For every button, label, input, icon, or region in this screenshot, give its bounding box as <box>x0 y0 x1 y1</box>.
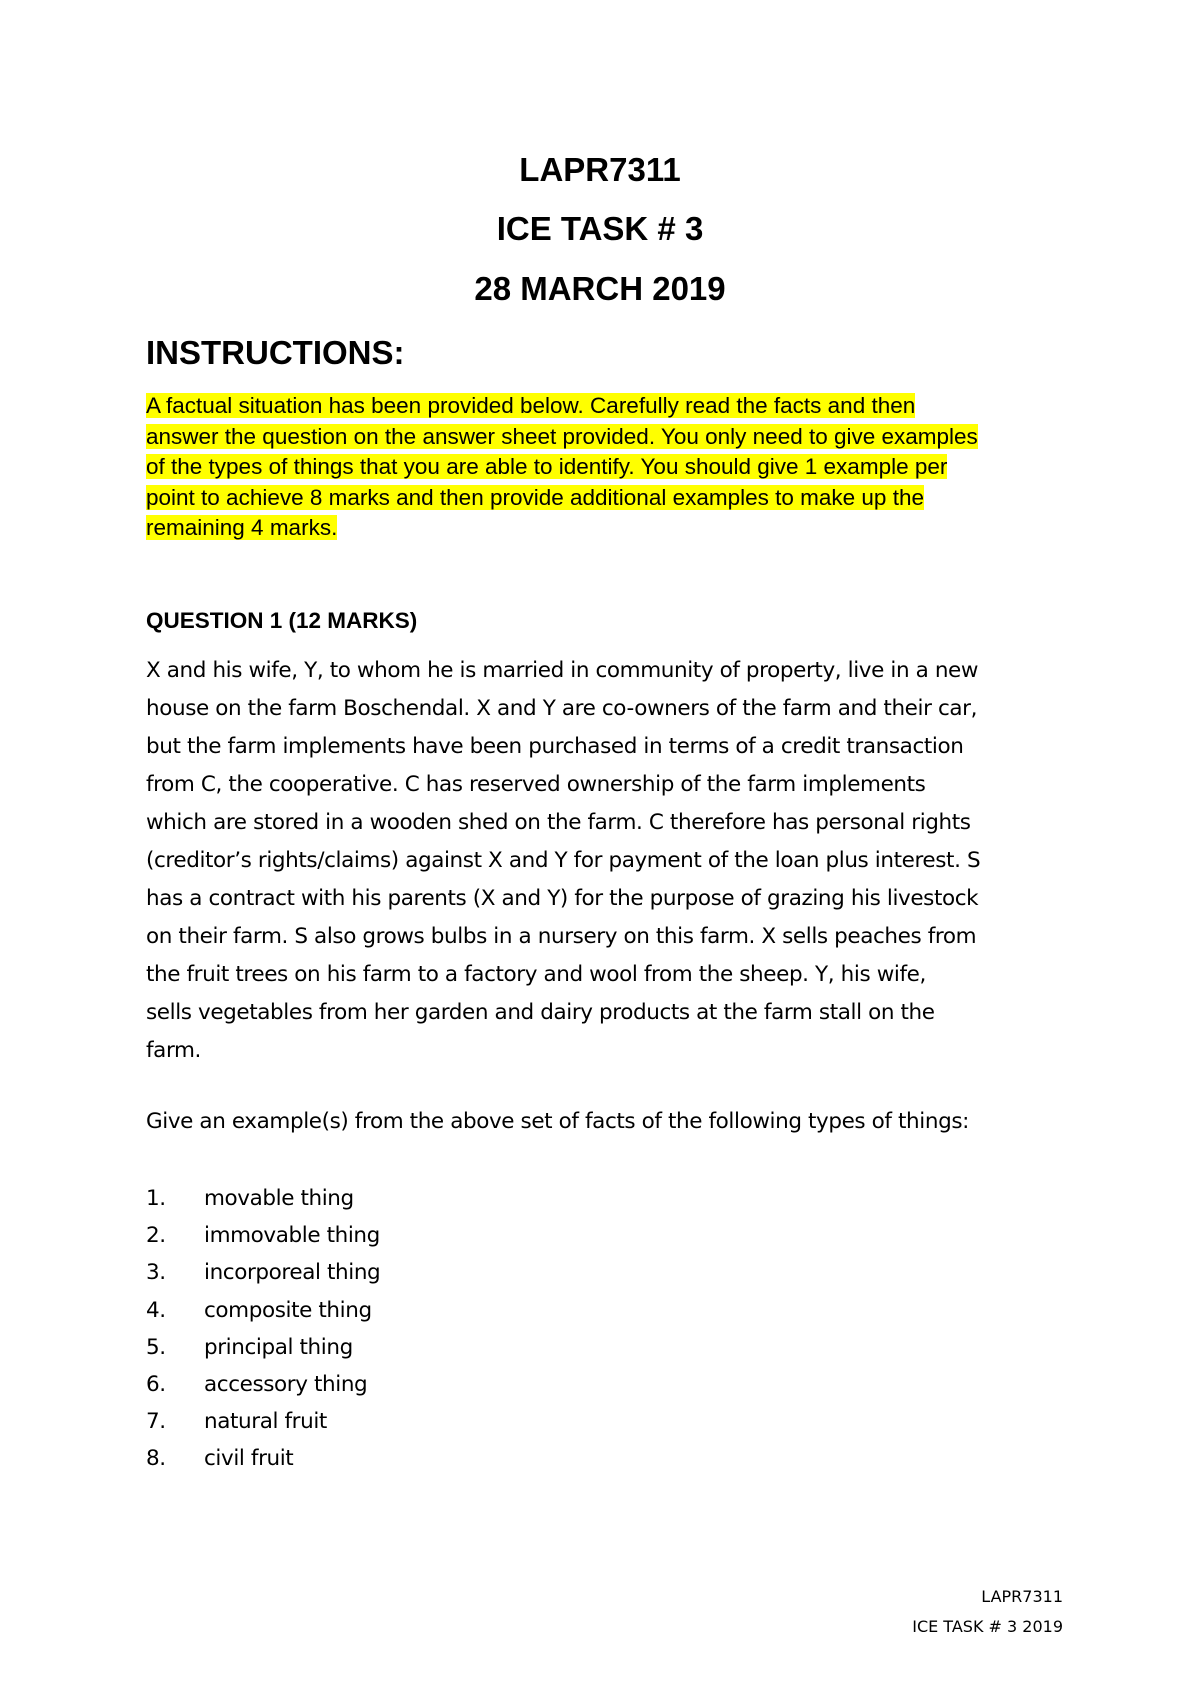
list-item <box>146 1217 380 1254</box>
list-number: 4. <box>146 1297 166 1323</box>
list-label: immovable thing <box>204 1223 380 1249</box>
instructions-heading: INSTRUCTIONS: <box>146 334 405 371</box>
list-item <box>146 1292 380 1329</box>
list-label: incorporeal thing <box>204 1260 381 1286</box>
highlighted-text: answer the question on the answer sheet provided. You only need to give examples <box>146 423 978 449</box>
facts-line: but the farm implements have been purchased in terms of a credit transaction <box>146 734 964 759</box>
page-footer <box>912 1582 1063 1642</box>
list-number: 7. <box>146 1409 166 1435</box>
highlighted-text: remaining 4 marks. <box>146 515 338 540</box>
instruction-line <box>146 452 947 483</box>
highlighted-text: of the types of things that you are able to identify. You should give 1 example per <box>146 454 948 479</box>
list-item <box>146 1329 380 1366</box>
list-number: 5. <box>146 1334 166 1360</box>
facts-line: house on the farm Boschendal. X and Y are co-owners of the farm and their car, <box>146 696 978 721</box>
list-number: 3. <box>146 1260 166 1286</box>
facts-line: (creditor’s rights/claims) against X and Y for payment of the loan plus interest. S <box>146 848 981 873</box>
list-number: 6. <box>146 1371 166 1397</box>
list-label: natural fruit <box>204 1409 327 1435</box>
list-number: 2. <box>146 1223 166 1249</box>
facts-line: which are stored in a wooden shed on the farm. C therefore has personal rights <box>146 810 971 835</box>
facts-paragraph <box>146 652 1066 1070</box>
list-number: 1. <box>146 1186 166 1211</box>
question-prompt: Give an example(s) from the above set of facts of the following types of things: <box>146 1109 969 1134</box>
instruction-line <box>146 483 924 514</box>
question-heading: QUESTION 1 (12 MARKS) <box>146 608 418 633</box>
list-item <box>146 1403 380 1440</box>
list-label: civil fruit <box>204 1446 294 1472</box>
list-item <box>146 1180 380 1217</box>
footer-task: ICE TASK # 3 2019 <box>912 1617 1063 1636</box>
facts-line: from C, the cooperative. C has reserved ownership of the farm implements <box>146 772 926 797</box>
list-item <box>146 1440 380 1477</box>
task-title: ICE TASK # 3 <box>496 210 704 247</box>
course-code: LAPR7311 <box>519 151 681 188</box>
facts-line: X and his wife, Y, to whom he is married in community of property, live in a new <box>146 658 979 683</box>
instruction-line <box>146 513 337 544</box>
types-list <box>146 1180 380 1478</box>
highlighted-text: point to achieve 8 marks and then provide additional examples to make up the <box>146 484 924 510</box>
facts-line: sells vegetables from her garden and dairy products at the farm stall on the <box>146 1000 935 1025</box>
instructions-text <box>146 391 1066 544</box>
list-item <box>146 1366 380 1403</box>
list-label: movable thing <box>204 1186 354 1211</box>
facts-line: farm. <box>146 1038 201 1063</box>
footer-course-code: LAPR7311 <box>981 1587 1063 1606</box>
facts-line: the fruit trees on his farm to a factory and wool from the sheep. Y, his wife, <box>146 962 926 987</box>
instruction-line <box>146 422 978 453</box>
list-number: 8. <box>146 1446 166 1472</box>
highlighted-text: A factual situation has been provided below. Carefully read the facts and then <box>146 393 916 418</box>
list-label: accessory thing <box>204 1371 368 1397</box>
task-date: 28 MARCH 2019 <box>474 270 726 307</box>
facts-line: on their farm. S also grows bulbs in a nursery on this farm. X sells peaches from <box>146 924 977 949</box>
list-label: composite thing <box>204 1297 372 1323</box>
list-item <box>146 1254 380 1291</box>
facts-line: has a contract with his parents (X and Y) for the purpose of grazing his livestock <box>146 886 979 911</box>
list-label: principal thing <box>204 1334 353 1360</box>
instruction-line <box>146 391 915 422</box>
